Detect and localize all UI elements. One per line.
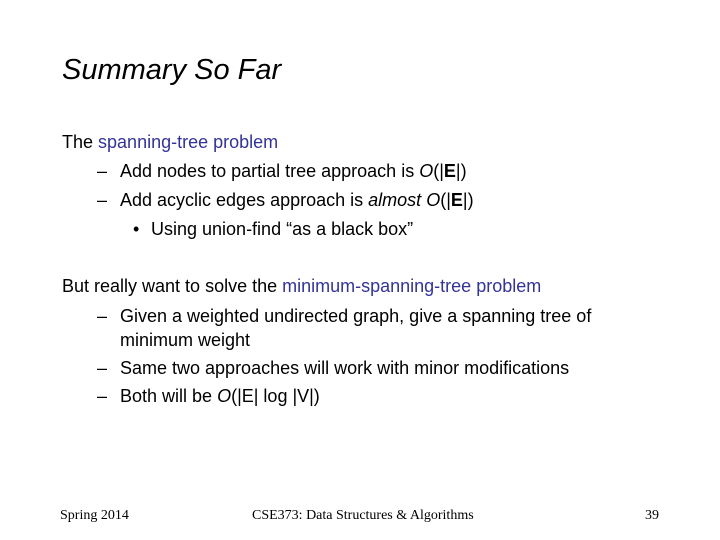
slide-title: Summary So Far [62,54,282,86]
dot-bullet: • [133,219,140,239]
item-text: Add nodes to partial tree approach is [120,161,420,181]
big-o: O [217,386,232,406]
section1-lead-highlight: spanning-tree problem [98,132,279,152]
section2-item-3 [120,382,320,410]
footer-course: CSE373: Data Structures & Algorithms [252,508,474,523]
section1-lead-text: The [62,132,99,152]
dash-bullet: – [97,358,108,378]
emphasis-text: almost [368,190,422,210]
item-text: |) [462,190,474,210]
section2-lead-highlight: minimum-spanning-tree problem [282,276,542,296]
dash-bullet: – [97,161,108,181]
section1-lead [62,128,278,156]
big-o: O [419,161,434,181]
edge-set-symbol: E [443,161,456,181]
dash-bullet: – [97,190,108,210]
section2-item-1-line-2: minimum weight [120,330,251,350]
item-text: (|E| log |V|) [231,386,320,406]
edge-set-symbol: E [450,190,463,210]
footer-page-number: 39 [645,508,659,523]
item-text: Add acyclic edges approach is [120,190,369,210]
item-text: (| [433,161,444,181]
item-text: (| [440,190,451,210]
footer-date: Spring 2014 [60,508,129,523]
section2-lead [62,272,541,300]
section1-item-1 [120,157,467,185]
big-o: O [426,190,441,210]
section1-subitem: Using union-find “as a black box” [151,219,414,239]
section2-item-2: Same two approaches will work with minor modifications [120,358,570,378]
section1-item-2 [120,186,474,214]
section2-lead-text: But really want to solve the [62,276,283,296]
dash-bullet: – [97,386,108,406]
item-text: Both will be [120,386,218,406]
item-text: |) [455,161,467,181]
dash-bullet: – [97,306,108,326]
section2-item-1-line-1: Given a weighted undirected graph, give a spanning tree of [120,306,592,326]
